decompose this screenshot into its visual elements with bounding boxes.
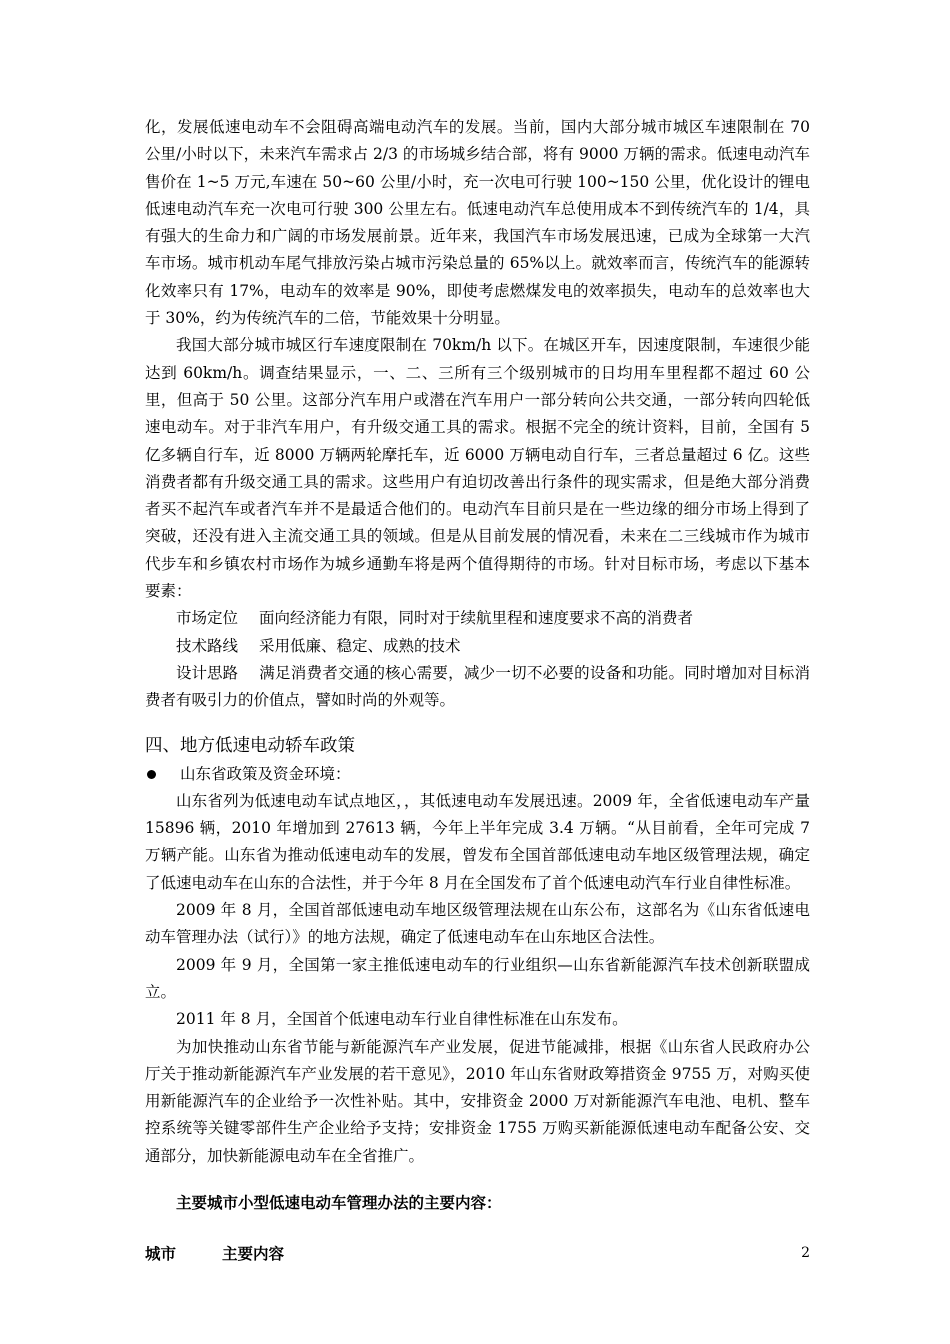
key-element-desc: 面向经济能力有限，同时对于续航里程和速度要求不高的消费者 [259, 609, 694, 628]
section-heading: 四、地方低速电动轿车政策 [145, 735, 355, 756]
body-paragraph: 2011 年 8 月，全国首个低速电动车行业自律性标准在山东发布。 [176, 1010, 628, 1029]
table-header-content: 主要内容 [222, 1244, 285, 1263]
key-element-row [145, 605, 810, 632]
key-element-term: 市场定位 [176, 609, 239, 628]
body-paragraph: 我国大部分城市城区行车速度限制在 70km/h 以下。在城区开车，因速度限制，车速很少能达到 60km/h。调查结果显示，一、二、三所有三个级别城市的日均用车里程都不超过 60 公里，但高于 50 公里。这部分汽车用户或潜在汽车用户一部分转向公共交通，一部分转向四轮低速电动车。对于非汽车用户，有升级交通工具的需求。根据不完全的统计资料，目前，全国有 5 亿多辆自行车，近 8000 万辆两轮摩托车，近 6000 万辆电动自行车，三者总量超过 6 亿。这些消费者都有升级交通工具的需求。这些用户有迫切改善出行条件的现实需求，但是绝大部分消费者买不起汽车或者汽车并不是最适合他们的。电动汽车目前只是在一些边缘的细分市场上得到了突破，还没有进入主流交通工具的领域。但是从目前发展的情况看，未来在二三线城市作为城市代步车和乡镇农村市场作为城乡通勤车将是两个值得期待的市场。针对目标市场，考虑以下基本要素： [145, 336, 810, 601]
bullet-dot-icon [147, 770, 156, 779]
body-paragraph: 化，发展低速电动车不会阻碍高端电动汽车的发展。当前，国内大部分城市城区车速限制在 70 公里/小时以下，未来汽车需求占 2/3 的市场城乡结合部，将有 9000 万辆的需求。低速电动汽车售价在 1~5 万元,车速在 50~60 公里/小时，充一次电可行驶 100~150 公里，优化设计的锂电低速电动汽车充一次电可行驶 300 公里左右。低速电动汽车总使用成本不到传统汽车的 1/4，具有强大的生命力和广阔的市场发展前景。近年来，我国汽车市场发展迅速，已成为全球第一大汽车市场。城市机动车尾气排放污染占城市污染总量的 65%以上。就效率而言，传统汽车的能源转化效率只有 17%，电动车的效率是 90%，即使考虑燃煤发电的效率损失，电动车的总效率也大于 30%，约为传统汽车的二倍，节能效果十分明显。 [145, 118, 810, 328]
body-paragraph: 2009 年 9 月，全国第一家主推低速电动车的行业组织—山东省新能源汽车技术创新联盟成立。 [145, 955, 810, 1001]
body-paragraph: 为加快推动山东省节能与新能源汽车产业发展，促进节能减排，根据《山东省人民政府办公厅关于推动新能源汽车产业发展的若干意见》，2010 年山东省财政筹措资金 9755 万，对购买使用新能源汽车的企业给予一次性补贴。其中，安排资金 2000 万对新能源汽车电池、电机、整车控系统等关键零部件生产企业给予支持；安排资金 1755 万购买新能源低速电动车配备公安、交通部分，加快新能源电动车在全省推广。 [145, 1037, 810, 1165]
page-number: 2 [801, 1245, 810, 1261]
body-paragraph: 山东省列为低速电动车试点地区，，其低速电动车发展迅速。2009 年，全省低速电动车产量 15896 辆，2010 年增加到 27613 辆，今年上半年完成 3.4 万辆。“从目前看，全年可完成 7 万辆产能。山东省为推动低速电动车的发展，曾发布全国首部低速电动车地区级管理法规，确定了低速电动车在山东的合法性，并于今年 8 月在全国发布了首个低速电动汽车行业自律性标准。 [145, 791, 810, 892]
table-header-city: 城市 [145, 1244, 177, 1263]
key-element-row [145, 633, 810, 660]
bold-subheading: 主要城市小型低速电动车管理办法的主要内容： [176, 1193, 502, 1212]
key-element-desc: 采用低廉、稳定、成熟的技术 [259, 636, 461, 655]
key-element-row [145, 660, 810, 715]
bullet-item [145, 761, 810, 788]
table-header-row [145, 1241, 810, 1268]
key-element-term: 设计思路 [176, 663, 239, 682]
key-element-term: 技术路线 [176, 636, 239, 655]
key-element-desc: 满足消费者交通的核心需要，减少一切不必要的设备和功能。同时增加对目标消费者有吸引力的价值点，譬如时尚的外观等。 [145, 663, 810, 710]
document-page [145, 114, 810, 1268]
bullet-label: 山东省政策及资金环境： [180, 764, 351, 783]
body-paragraph: 2009 年 8 月，全国首部低速电动车地区级管理法规在山东公布，这部名为《山东省低速电动车管理办法（试行）》的地方法规，确定了低速电动车在山东地区合法性。 [145, 901, 810, 947]
